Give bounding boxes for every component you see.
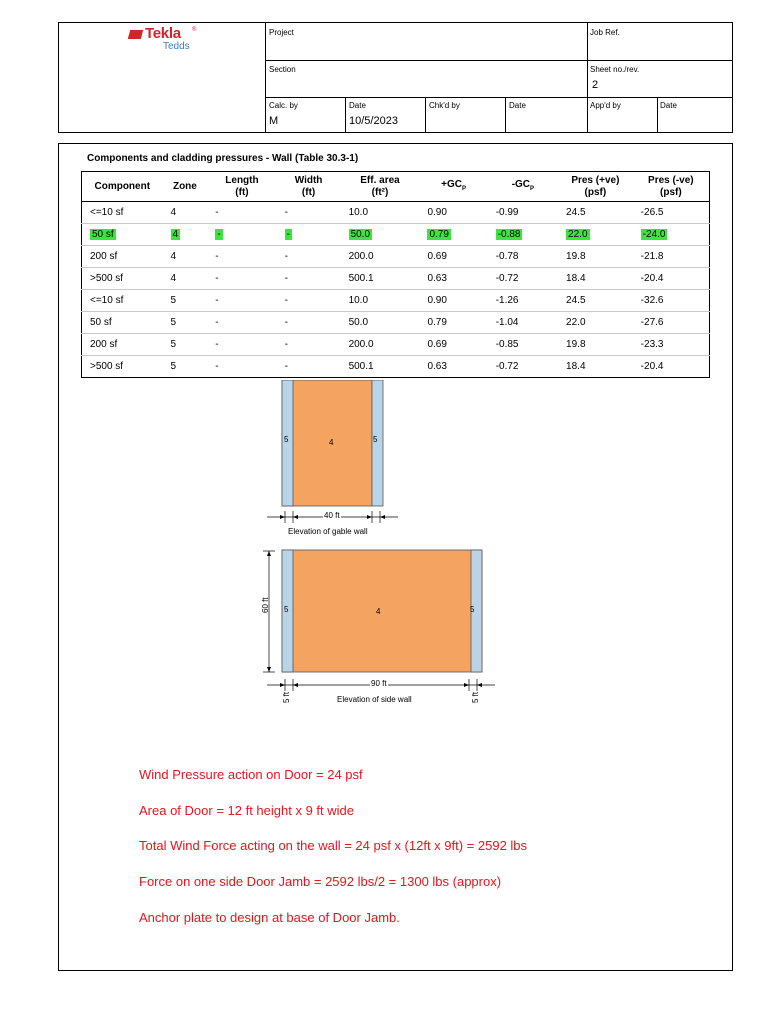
cell-width: -: [277, 268, 341, 290]
gable-width-label: 40 ft: [324, 511, 340, 520]
cell-component: [82, 224, 163, 246]
date-value: 10/5/2023: [349, 115, 398, 127]
cell-eff-area: 500.1: [341, 268, 420, 290]
cell-width: -: [277, 246, 341, 268]
cell-plus-gcp: 0.79: [419, 312, 487, 334]
cell-minus-gcp: -0.78: [488, 246, 558, 268]
gable-mid-zone-label: 4: [329, 438, 334, 447]
date3-label: Date: [660, 101, 677, 110]
table-row: [82, 334, 710, 356]
date-label: Date: [349, 101, 366, 110]
note-anchor-plate: Anchor plate to design at base of Door Jamb.: [139, 910, 400, 925]
tekla-flag-icon: [128, 30, 143, 39]
highlighted-value: -: [217, 229, 221, 240]
cell-pres-neg: -21.8: [633, 246, 710, 268]
col-header-plus-gcp: $+GC_P$: [419, 172, 487, 202]
cell-minus-gcp: [488, 224, 558, 246]
cell-zone: 5: [163, 290, 208, 312]
job-ref-label: Job Ref.: [590, 28, 620, 37]
cell-pres-pos: 19.8: [558, 246, 633, 268]
cell-length: -: [207, 246, 276, 268]
table-row: [82, 290, 710, 312]
cell-pres-neg: -26.5: [633, 202, 710, 224]
cell-length: -: [207, 290, 276, 312]
side-left-zone-label: 5: [284, 605, 289, 614]
cell-component: >500 sf: [90, 361, 124, 372]
side-left-edge-dim: 5 ft: [282, 691, 291, 703]
cell-minus-gcp: -1.26: [488, 290, 558, 312]
table-row: [82, 224, 710, 246]
col-header-minus-gcp: $-GC_P$: [488, 172, 558, 202]
cell-eff-area: 200.0: [341, 334, 420, 356]
approved-by-label: App'd by: [590, 101, 621, 110]
cell-plus-gcp: [419, 224, 487, 246]
table-title: Components and cladding pressures - Wall (Table 30.3-1): [87, 153, 359, 164]
cell-pres-pos: 24.5: [558, 290, 633, 312]
logo-text: Tekla: [145, 25, 181, 42]
cell-zone: 4: [163, 268, 208, 290]
cell-pres-neg: -20.4: [633, 268, 710, 290]
side-width-label: 90 ft: [371, 679, 387, 688]
cell-width: -: [277, 290, 341, 312]
checked-by-label: Chk'd by: [429, 101, 460, 110]
cell-pres-pos: 24.5: [558, 202, 633, 224]
col-header-pres-neg: Pres (-ve) (psf): [633, 172, 710, 202]
cell-plus-gcp: 0.63: [427, 361, 447, 372]
cell-plus-gcp: 0.63: [419, 268, 487, 290]
gable-caption: Elevation of gable wall: [288, 527, 368, 536]
sheet-value: 2: [592, 79, 599, 91]
cell-length: -: [207, 312, 276, 334]
cell-pres-pos: 18.4: [558, 268, 633, 290]
cell-component: 200 sf: [82, 334, 163, 356]
cell-minus-gcp: -0.85: [488, 334, 558, 356]
cell-pres-neg: [633, 224, 710, 246]
cell-eff-area: 10.0: [341, 202, 420, 224]
sheet-label: Sheet no./rev.: [590, 65, 640, 74]
note-door-area: Area of Door = 12 ft height x 9 ft wide: [139, 803, 354, 818]
col-header-length: Length (ft): [207, 172, 276, 202]
highlighted-value: -0.88: [497, 229, 521, 240]
cell-pres-neg: -32.6: [633, 290, 710, 312]
cell-pres-pos: 18.4: [566, 361, 586, 372]
cell-component: >500 sf: [82, 268, 163, 290]
cell-eff-area: 200.0: [341, 246, 420, 268]
table-row: [82, 312, 710, 334]
cell-plus-gcp: 0.90: [419, 290, 487, 312]
cell-minus-gcp: -0.99: [488, 202, 558, 224]
side-right-zone-label: 5: [470, 605, 475, 614]
note-wind-pressure: Wind Pressure action on Door = 24 psf: [139, 767, 363, 782]
cell-length: -: [207, 334, 276, 356]
section-label: Section: [269, 65, 296, 74]
cell-minus-gcp: -1.04: [488, 312, 558, 334]
cell-eff-area: 500.1: [348, 361, 374, 372]
cell-width: [277, 224, 341, 246]
tekla-logo: [129, 27, 199, 51]
side-height-label: 60 ft: [261, 597, 270, 613]
cell-pres-pos: 22.0: [558, 312, 633, 334]
col-header-width: Width (ft): [277, 172, 341, 202]
gable-zone-4: [282, 380, 372, 506]
highlighted-value: 0.79: [429, 229, 449, 240]
pressure-table: [81, 171, 710, 378]
calc-by-value: M: [269, 115, 279, 127]
cell-length: [207, 224, 276, 246]
side-right-edge-dim: 5 ft: [471, 691, 480, 703]
cell-zone: 5: [170, 361, 177, 372]
cell-eff-area: 50.0: [341, 312, 420, 334]
date2-label: Date: [509, 101, 526, 110]
calc-by-label: Calc. by: [269, 101, 298, 110]
cell-width: -: [277, 312, 341, 334]
cell-width: -: [277, 334, 341, 356]
title-block: [58, 22, 733, 133]
table-row: [82, 268, 710, 290]
highlighted-value: 50.0: [350, 229, 371, 240]
cell-pres-neg: -23.3: [633, 334, 710, 356]
col-header-pres-pos: Pres (+ve) (psf): [558, 172, 633, 202]
cell-plus-gcp: 0.90: [419, 202, 487, 224]
cell-pres-neg: -20.4: [640, 361, 664, 372]
col-header-component: Component: [82, 172, 163, 202]
cell-component: 200 sf: [82, 246, 163, 268]
table-row: [82, 202, 710, 224]
cell-length: -: [207, 202, 276, 224]
cell-component: 50 sf: [82, 312, 163, 334]
gable-left-zone-label: 5: [284, 435, 289, 444]
col-header-zone: Zone: [163, 172, 208, 202]
side-zone-4: [282, 550, 482, 672]
table-row: [82, 356, 710, 378]
cell-eff-area: 10.0: [341, 290, 420, 312]
table-header-row: [82, 172, 710, 202]
highlighted-value: 4: [172, 229, 179, 240]
cell-eff-area: [341, 224, 420, 246]
logo-subtext: Tedds: [163, 41, 190, 52]
cell-pres-neg: -27.6: [633, 312, 710, 334]
note-jamb-force: Force on one side Door Jamb = 2592 lbs/2 = 1300 lbs (approx): [139, 874, 502, 889]
cell-pres-pos: [558, 224, 633, 246]
side-wall-diagram: [255, 545, 505, 715]
highlighted-value: 50 sf: [92, 229, 114, 240]
cell-zone: [163, 224, 208, 246]
cell-minus-gcp: -0.72: [488, 268, 558, 290]
cell-zone: 5: [163, 334, 208, 356]
cell-component: <=10 sf: [82, 290, 163, 312]
cell-width: -: [277, 202, 341, 224]
cell-zone: 4: [163, 246, 208, 268]
table-row: [82, 246, 710, 268]
highlighted-value: -: [286, 229, 290, 240]
highlighted-value: 22.0: [568, 229, 588, 240]
cell-minus-gcp: -0.72: [495, 361, 519, 372]
note-total-force: Total Wind Force acting on the wall = 24 psf x (12ft x 9ft) = 2592 lbs: [139, 838, 528, 853]
cell-zone: 5: [163, 312, 208, 334]
cell-zone: 4: [163, 202, 208, 224]
side-mid-zone-label: 4: [376, 607, 381, 616]
cell-plus-gcp: 0.69: [419, 246, 487, 268]
cell-pres-pos: 19.8: [558, 334, 633, 356]
logo-registered: ®: [192, 27, 197, 33]
project-label: Project: [269, 28, 294, 37]
cell-length: -: [207, 268, 276, 290]
gable-right-zone-label: 5: [373, 435, 378, 444]
cell-length: -: [215, 361, 219, 372]
side-caption: Elevation of side wall: [337, 695, 412, 704]
col-header-eff-area: Eff. area (ft²): [341, 172, 420, 202]
cell-width: -: [284, 361, 288, 372]
cell-plus-gcp: 0.69: [419, 334, 487, 356]
cell-component: <=10 sf: [82, 202, 163, 224]
highlighted-value: -24.0: [642, 229, 666, 240]
